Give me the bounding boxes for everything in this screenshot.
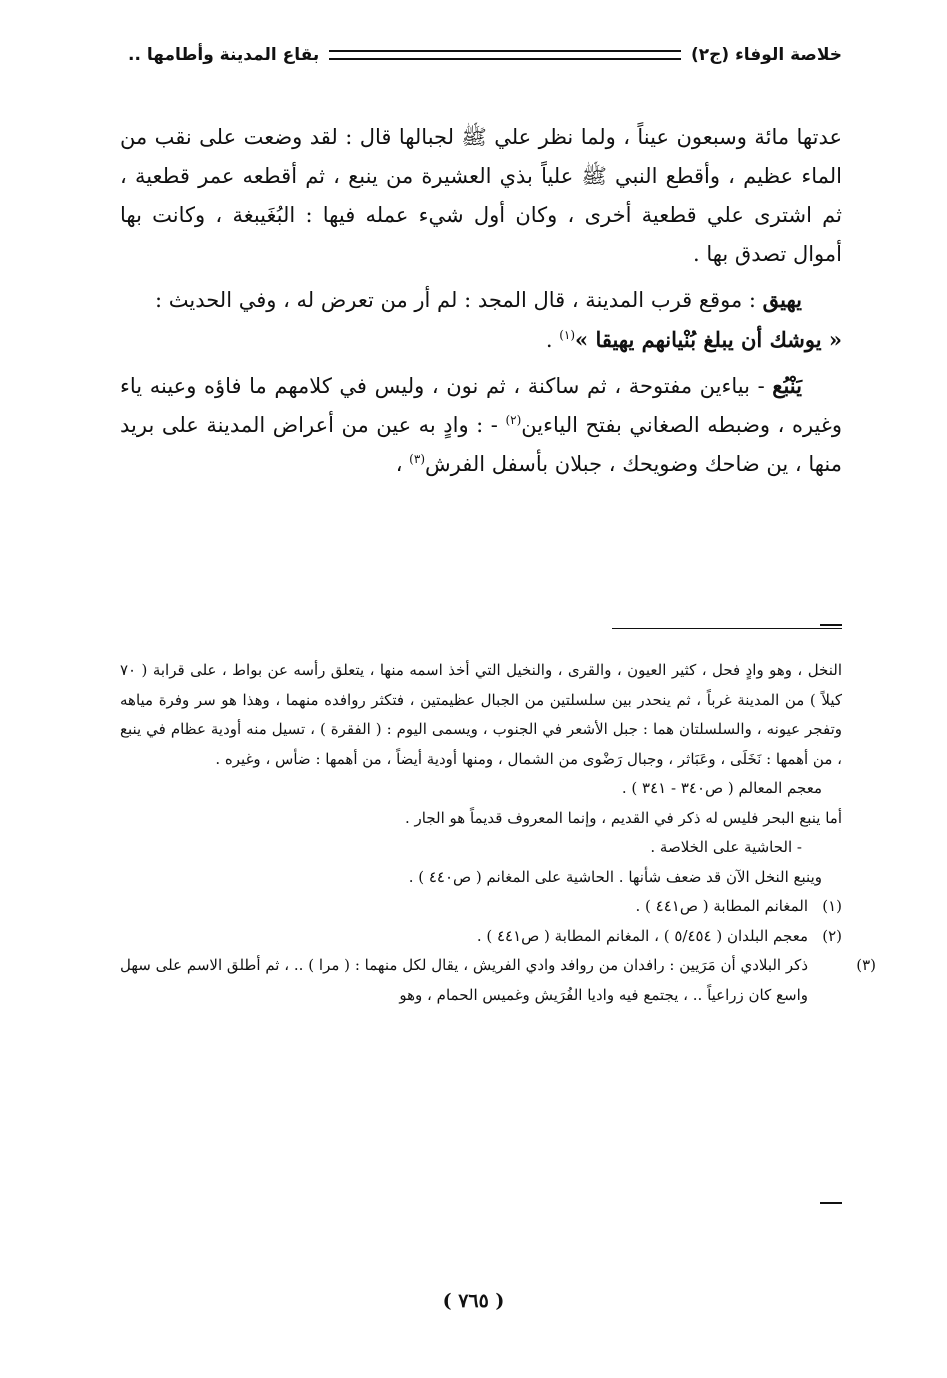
running-header — [128, 38, 842, 72]
footnote-text: المغانم المطابة ( ص٤٤١ ) . — [635, 897, 808, 915]
header-title: خلاصة الوفاء (ج٢) — [690, 45, 842, 65]
page-number: ( ٧٦٥ ) — [442, 1290, 505, 1312]
paragraph-yanbu — [120, 366, 842, 484]
header-section: بقاع المدينة وأطامها .. — [128, 45, 320, 65]
main-text — [120, 118, 842, 490]
entry-yahiq: يهيق — [762, 287, 802, 312]
footnote-item — [120, 892, 842, 922]
header-rule — [329, 50, 681, 60]
footnote-carryover: النخل ، وهو وادٍ فحل ، كثير العيون ، والقرى ، والنخيل التي أخذ اسمه منها ، يتعلق رأسه عن بواط ، على قرابة ( ٧٠ كيلاً ) من المدينة غرباً ، ثم ينحدر بين سلسلتين من الجبال عظيمتين ، فتكثر روافده منهما ، وهذا هو سر وفرة مياهه وتفجر عيونه ، والسلسلتان هما : جبل الأشعر في الجنوب ، ويسمى اليوم : ( الفقرة ) ، تسيل منه أودية عظام في ينبع ، من أهمها : نَخَلَى ، وعَبَاثر ، وجبال رَضْوى من الشمال ، ومنها أودية أيضاً ، من أهمها : ضأس ، وغيره . — [120, 661, 842, 768]
entry-yanbu: يَنْبُع — [772, 373, 802, 398]
footnote-number: (٢) — [822, 926, 842, 945]
hadith-quote: « يوشك أن يبلغ بُنْيانهم يهيقا » — [575, 327, 842, 352]
footnote-item — [120, 951, 876, 1010]
footnote-bahr: أما ينبع البحر فليس له ذكر في القديم ، وإنما المعروف قديماً هو الجار . — [405, 808, 842, 827]
footnote-continuation-mark — [820, 624, 842, 626]
paragraph-yahiq — [120, 280, 842, 360]
yahiq-text: : موقع قرب المدينة ، قال المجد : لم أر من تعرض له ، وفي الحديث : — [155, 288, 763, 312]
footnote-text: معجم البلدان ( ٥/٤٥٤ ) ، المغانم المطابة ( ص٤٤١ ) . — [476, 926, 808, 945]
footnotes — [120, 656, 876, 1010]
footnote-separator — [612, 628, 842, 629]
footnote-bahr-source: - الحاشية على الخلاصة . — [650, 838, 802, 856]
yahiq-end: . — [545, 328, 560, 352]
footnote-ref-3[interactable]: (٣) — [409, 452, 425, 466]
footnote-item — [120, 922, 842, 952]
yanbu-end: ، — [395, 452, 410, 476]
footnote-continues-mark — [820, 1202, 842, 1204]
yanbu-text-b: - : وادٍ به عين من أعراض المدينة على بريد منها ، ين ضاحك وضويحك ، جبلان بأسفل الفرش — [120, 413, 842, 476]
footnote-number: (٣) — [856, 956, 876, 974]
footnote-ref-1[interactable]: (١) — [559, 328, 576, 342]
footnote-nakhl: وينبع النخل الآن قد ضعف شأنها . الحاشية على المغانم ( ص٤٤٠ ) . — [408, 867, 822, 886]
footnote-carryover-source: معجم المعالم ( ص٣٤٠ - ٣٤١ ) . — [621, 779, 822, 797]
yanbu-text-a: - بياءين مفتوحة ، ثم ساكنة ، ثم نون ، وليس في كلامهم ما فاؤه وعينه ياء وغيره ، وضبطه الصغاني بفتح الياءين — [120, 374, 842, 437]
footnote-text: ذكر البلادي أن مَرَيين : رافدان من روافد وادي الفريش ، يقال لكل منهما : ( مرا ) .. ، ثم أطلق الاسم على سهل واسع كان زراعياً .. ، يجتمع فيه واديا الفُرَيش وغميس الحمام ، وهو — [120, 956, 808, 1004]
footnote-ref-2[interactable]: (٢) — [505, 413, 522, 427]
footnote-number: (١) — [822, 897, 842, 915]
paragraph-1: عدتها مائة وسبعون عيناً ، ولما نظر علي ﷺ لجبالها قال : لقد وضعت على نقب من الماء عظيم ، وأقطع النبي ﷺ علياً بذي العشيرة من ينبع ، ثم أقطعه عمر قطعية ، ثم اشترى علي قطعية أخرى ، وكان أول شيء عمله فيها : البُغَيبغة ، وكانت بها أموال تصدق بها . — [120, 125, 842, 266]
